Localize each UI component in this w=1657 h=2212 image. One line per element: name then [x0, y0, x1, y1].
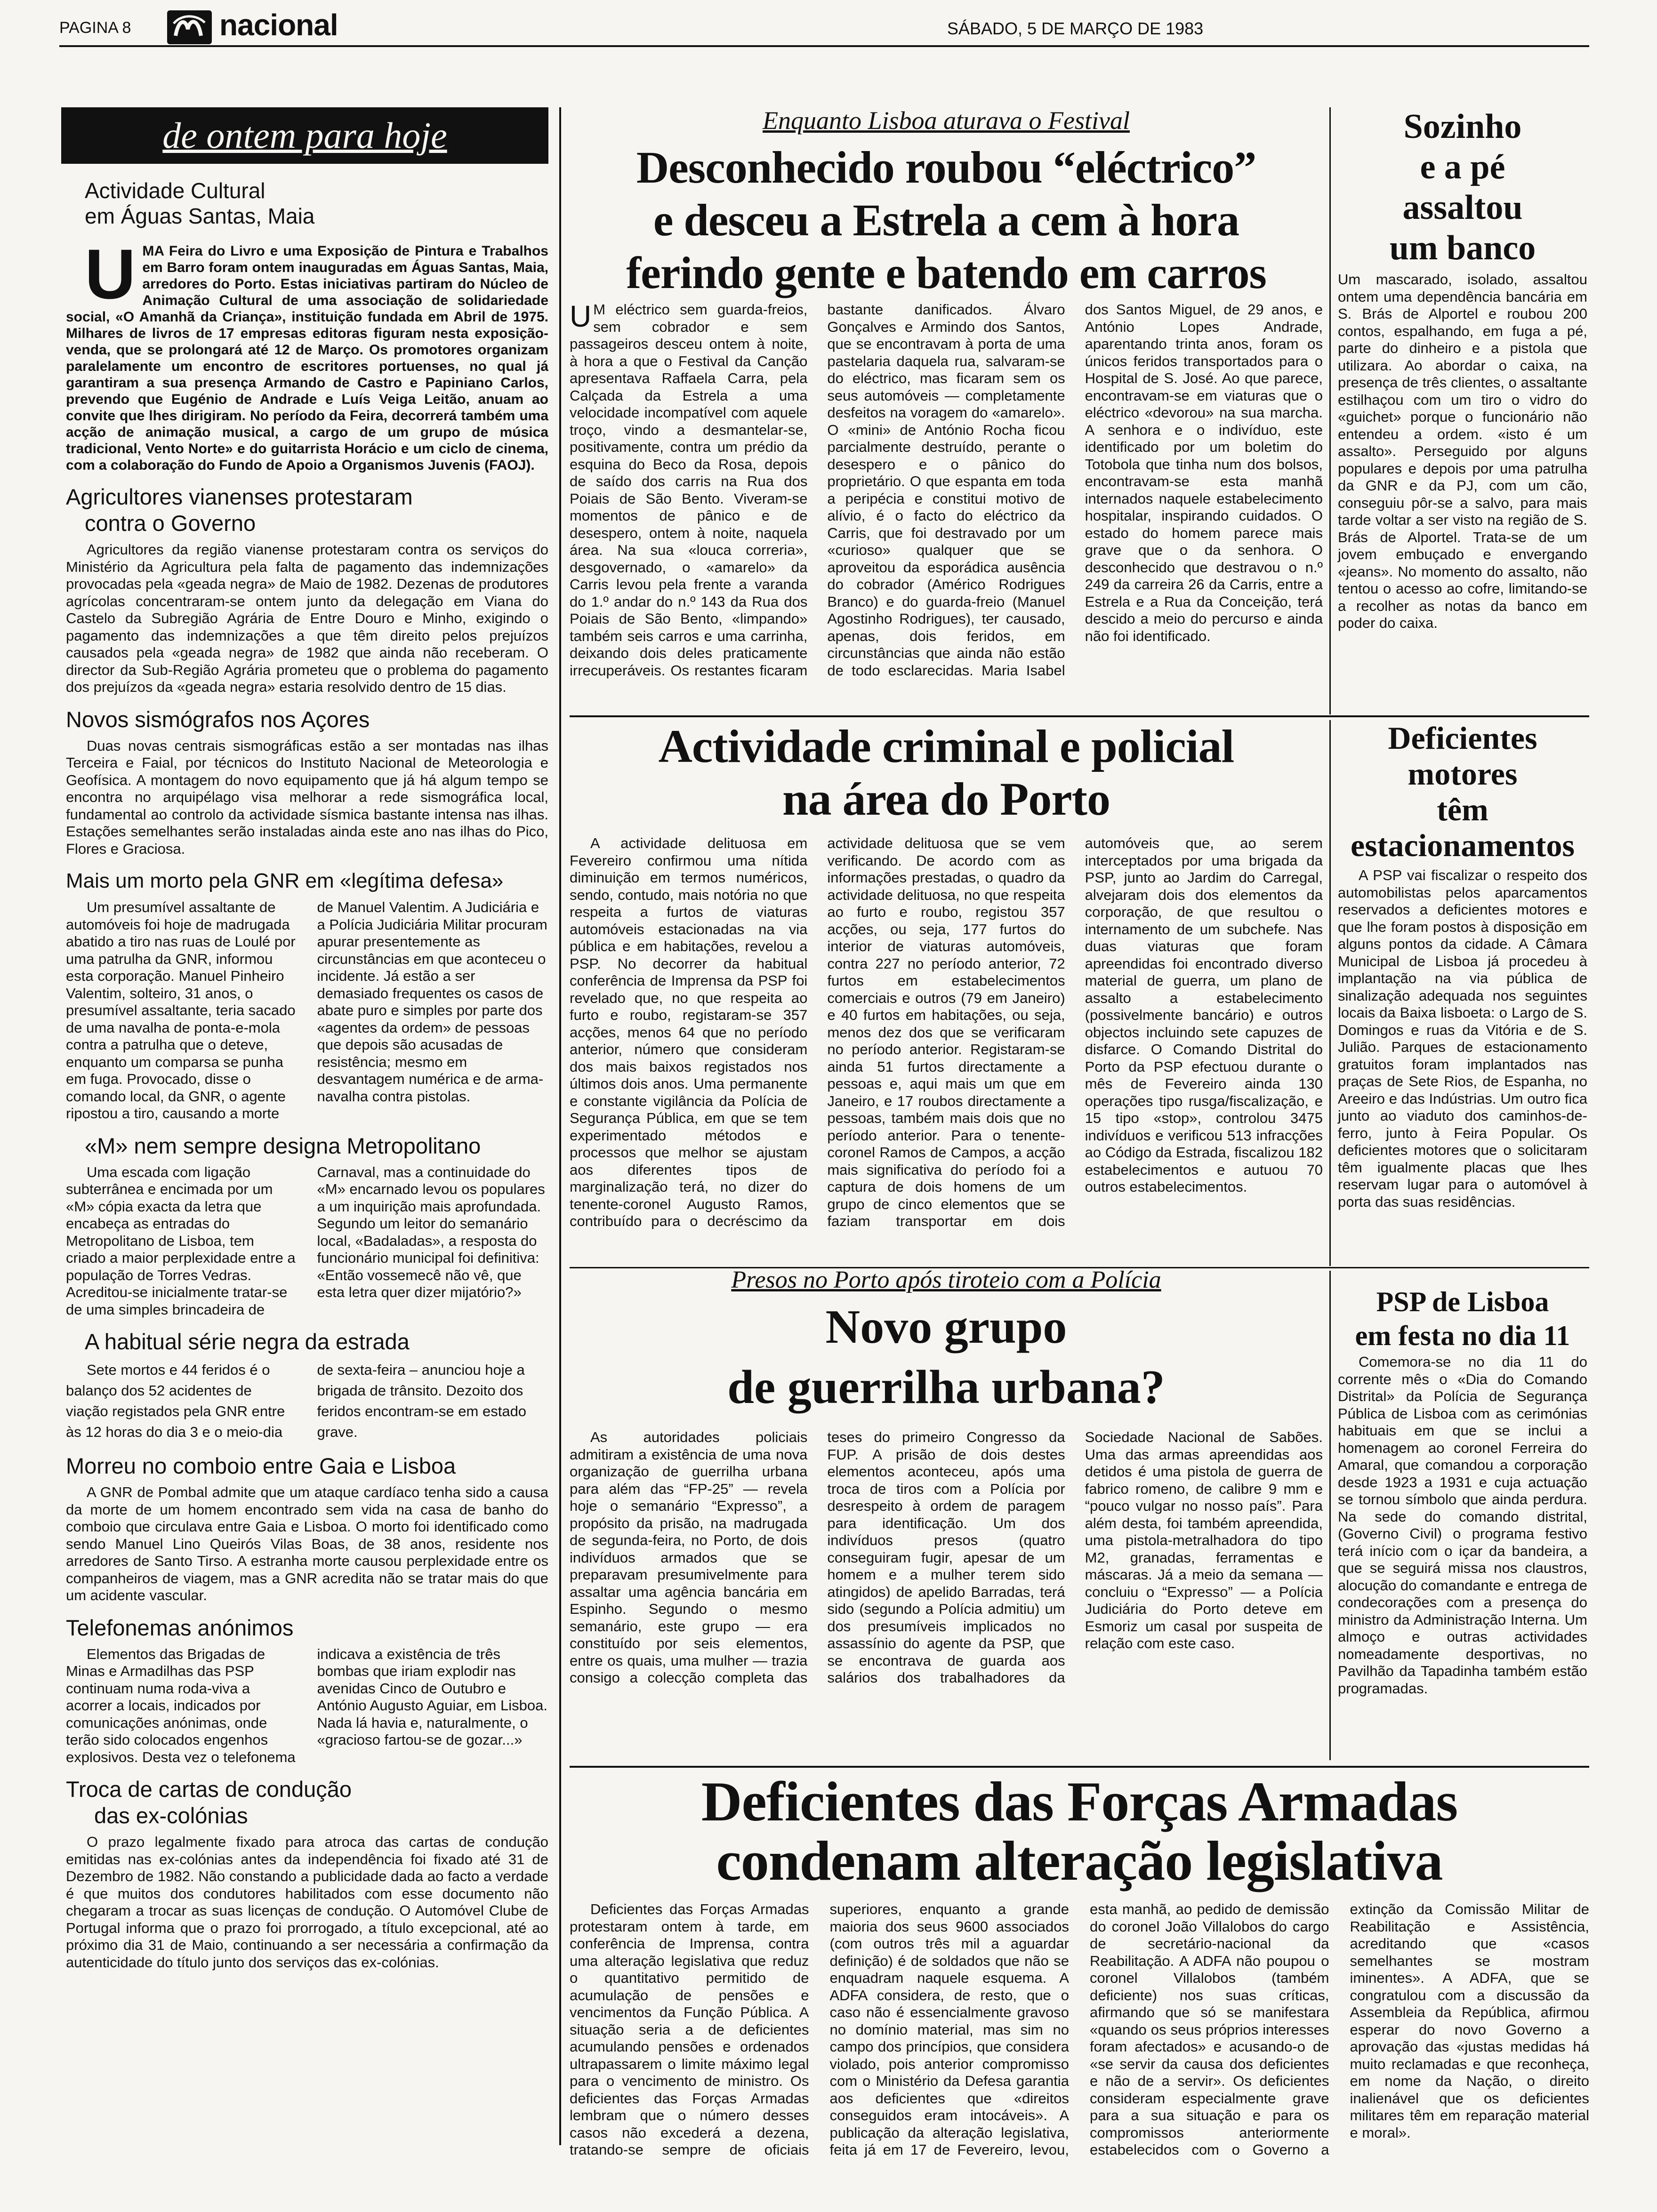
brief-body	[66, 899, 548, 1122]
story-body	[570, 1901, 1589, 2188]
brief-body	[66, 1646, 548, 1766]
story-text: Deficientes das Forças Armadas protestaram ontem à tarde, em conferência de Imprensa, contra uma alteração legislativa que reduz o quantitativo permitido de acumulação de pensões e vencimentos da Função Pública. A situação seria a de deficientes acumulando pensões e ordenados ultrapassarem o limite máximo legal para o vencimento de ministro. Os deficientes das Forças Armadas lembram que o número desses casos não excederá a dezena, tratando-se sempre de oficiais superiores, enquanto a grande maioria dos seus 9600 associados (com outros três mil a aguardar definição) é de soldados que não se enquadram naquele esquema. A ADFA considera, de resto, que o caso não é essencialmente gravoso no domínio material, mas sim no campo dos princípios, que considera violado, pois anterior compromisso com o Ministério da Defesa garantia aos deficientes que «direitos conseguidos eram intocáveis». A publicação da alteração legislativa, feita já em 17 de Fevereiro, levou, esta manhã, ao pedido de demissão do coronel João Villalobos do cargo de secretário-nacional da Reabilitação. A ADFA não poupou o coronel Villalobos (também deficiente) nos suas críticas, afirmando que só se manifestara «quando os seus próprios interesses foram afectados» e acusando-o de «se servir da causa dos deficientes e não de a servir». Os deficientes consideram especialmente grave para a sua situação e para os compromissos anteriormente estabelecidos com o Governo a extinção da Comissão Militar de Reabilitação e Assistência, acreditando que «casos semelhantes se mostram iminentes». A ADFA, que se congratulou com a discussão da Assembleia da República, afirmou esperar do novo Governo a aprovação das «justas medidas há muito reclamadas e que reconheça, em nome da Nação, o direito inalienável que os deficientes militares têm em reparação material e moral».	[570, 1901, 1589, 2158]
story-headline	[1338, 106, 1587, 268]
brief-body	[66, 1484, 548, 1604]
brief-body	[66, 234, 548, 473]
story-electrico	[570, 106, 1323, 713]
headline-line: Novo grupo	[825, 1300, 1067, 1354]
story-headline	[570, 1297, 1323, 1418]
headline-line: Sozinho	[1403, 107, 1522, 146]
masthead-rule	[59, 45, 1589, 47]
banner-title: de ontem para hoje	[162, 115, 447, 156]
story-forcas-armadas	[570, 1772, 1589, 2196]
headline-line: Desconhecido roubou “eléctrico”	[636, 142, 1256, 192]
story-text: Um mascarado, isolado, assaltou ontem uma dependência bancária em S. Brás de Alportel e roubou 200 contos, espalhando, em fuga a pé, parte do dinheiro e a pistola que utilizara. Ao abordar o caixa, na presença de três clientes, o assaltante estilhaçou com um tiro o vidro do «guichet» porque o funcionário não entendeu a ordem. «isto é um assalto». Perseguido por alguns populares e depois por uma patrulha da GNR e da PJ, com um cão, conseguiu pôr-se a salvo, para mais tarde voltar a ser visto na região de S. Brás de Alportel. Trata-se de um jovem embuçado e envergando «jeans». No momento do assalto, não tentou o acesso ao cofre, limitando-se a recolher as notas da banco em poder do caixa.	[1338, 271, 1587, 631]
issue-date: SÁBADO, 5 DE MARÇO DE 1983	[947, 19, 1204, 38]
left-column	[66, 107, 555, 2145]
guerrilha-right-rule	[1329, 1271, 1331, 1760]
story-body	[1338, 1354, 1587, 1697]
brief-title: Novos sismógrafos nos Açores	[66, 706, 370, 732]
story-body	[570, 1429, 1323, 1749]
brief-body	[66, 1834, 548, 1971]
brief-title-line: contra o Governo	[85, 511, 256, 536]
brief-text: Elementos das Brigadas de Minas e Armadilhas das PSP continuam numa roda-viva a acorrer a locais, indicados por comunicações anónimas, onde terão sido colocados engenhos explosivos. Desta vez o telefonema indicava a existência de três bombas que iriam explodir nas avenidas Cinco de Outubro e António Augusto Aguiar, em Lisboa. Nada lá havia e, naturalmente, o «gracioso fartou-se de gozar...»	[66, 1645, 547, 1765]
story-text: A PSP vai fiscalizar o respeito dos automobilistas pelos aparcamentos reservados a deficientes motores e que lhe foram postos à disposição em alguns pontos da cidade. A Câmara Municipal de Lisboa já procedeu à implantação na via pública de sinalização adequada nos seguintes locais da Baixa lisboeta: o Largo de S. Domingos e ruas da Vitória e de S. Julião. Parques de estacionamento gratuitos foram implantados nas praças de Sete Rios, de Espanha, no Areeiro e das Indústrias. Um outro fica junto ao viaduto dos caminhos-de-ferro, junto à Feira Popular. Os deficientes motores que o solicitaram têm igualmente placas que lhes reservam lugar para o automóvel à porta das suas residências.	[1338, 867, 1587, 1210]
brief-text: Duas novas centrais sismográficas estão a ser montadas nas ilhas Terceira e Faial, por técnicos do Instituto Nacional de Meteorologia e Geofísica. A montagem do novo equipamento que já há algum tempo se encontra no arquipélago visa melhorar a rede sismográfica local, fundamental ao controlo da actividade sísmica bastante intensa nas ilhas. Estações semelhantes serão instaladas ainda este ano nas ilhas do Pico, Flores e Graciosa.	[66, 737, 548, 857]
horizontal-rule	[570, 1766, 1589, 1768]
headline-line: PSP de Lisboa	[1376, 1286, 1549, 1317]
brief-title-line: em Águas Santas, Maia	[85, 204, 315, 228]
story-body	[1338, 867, 1587, 1210]
brief-body	[66, 1164, 548, 1319]
brief-text: MA Feira do Livro e uma Exposição de Pintura e Trabalhos em Barro foram ontem inauguradas em Águas Santas, Maia, arredores do Porto. Estas iniciativas partiram do Núcleo de Animação Cultural de uma associação de solidariedade social, «O Amanhã da Criança», instituição fundada em Abril de 1975. Milhares de livros de 17 empresas editoras figuram nesta exposição-venda, que se prolongará até 12 de Março. Os promotores organizam paralelamente um encontro de escritores portuenses, no qual já garantiram a sua presença Armando de Castro e Papiniano Carlos, prevendo que Eugénio de Andrade e Luís Veiga Leitão, anuam ao convite que lhes dirigiram. No período da Feira, decorrerá também uma acção de animação musical, a cargo de um grupo de música tradicional, Vento Norte» e do guitarrista Horácio e um ciclo de cinema, com a colaboração do Fundo de Apoio a Organismos Juvenis (FAOJ).	[66, 243, 548, 473]
section-name: nacional	[219, 8, 338, 42]
brief-body	[66, 1360, 548, 1443]
left-banner	[61, 107, 548, 164]
electrico-right-rule	[1329, 107, 1331, 714]
headline-line: e a pé	[1420, 148, 1505, 186]
brief-title: «M» nem sempre designa Metropolitano	[85, 1133, 481, 1158]
story-psp-festa	[1338, 1285, 1587, 1765]
brief-title	[66, 484, 548, 537]
story-banco	[1338, 106, 1587, 713]
headline-line: motores	[1408, 756, 1518, 792]
brief-title-line: Actividade Cultural	[85, 178, 265, 203]
headline-line: Deficientes	[1388, 720, 1537, 756]
story-body	[570, 301, 1323, 681]
story-text: M eléctrico sem guarda-freios, sem cobrador e sem passageiros desceu ontem à noite, à hora a que o Festival da Canção apresentava Raffaela Carra, pela Calçada da Estrela a uma velocidade incompatível com aquele troço, vindo a desmantelar-se, positivamente, contra um prédio da esquina do Beco da Rosa, depois de saído dos carris na Rua dos Poiais de São Bento. Viveram-se momentos de pânico e de desespero, ontem à noite, naquela área. Na sua «louca correria», desgovernado, o «amarelo» da Carris levou pela frente a varanda do 1.º andar do n.º 143 da Rua dos Poiais de São Bento, «limpando» também seis carros e uma carrinha, deixando dois deles praticamente irrecuperáveis. Os restantes ficaram bastante danificados. Álvaro Gonçalves e Armindo dos Santos, que se encontravam à porta de uma pastelaria daquela rua, salvaram-se do eléctrico, mas ficaram sem os seus automóveis — completamente desfeitos na voragem do «amarelo». O «mini» de António Rocha ficou parcialmente destruído, perante o desespero e o pânico do proprietário. O que espanta em toda a peripécia e constitui motivo de alívio, é o facto do eléctrico da Carris, que foi destravado por um «curioso» qualquer que se aproveitou da esporádica ausência do cobrador (Américo Rodrigues Branco) e do guarda-freio (Manuel Agostinho Rodrigues), ter causado, apenas, dois feridos, em circunstâncias que ainda não estão de todo esclarecidas. Maria Isabel dos Santos Miguel, de 29 anos, e António Lopes Andrade, aparentando trinta anos, foram os únicos feridos transportados para o Hospital de S. José. Ao que parece, encontravam-se em viaturas que o eléctrico «devorou» na sua marcha. A senhora e o indivíduo, este identificado por um boletim do Totobola que tinha num dos bolsos, encontravam-se esta manhã internados naquele estabelecimento hospitalar, inspirando cuidados. O estado do homem parece mais grave que o da senhora. O desconhecido que destravou o n.º 249 da carreira 26 da Carris, entre a Estrela e a Rua da Conceição, terá descido a meio do percurso e ainda não foi identificado.	[570, 301, 1323, 679]
headline-line: ferindo gente e batendo em carros	[626, 248, 1266, 298]
headline-line: na área do Porto	[782, 773, 1110, 825]
story-deficientes-motores	[1338, 720, 1587, 1266]
horizontal-rule	[570, 715, 1589, 717]
newspaper-logo	[167, 10, 212, 44]
headline-line: e desceu a Estrela a cem à hora	[653, 195, 1239, 245]
headline-line: um banco	[1389, 229, 1536, 267]
brief-title-line: das ex-colónias	[94, 1803, 248, 1828]
brief-title-line: Agricultores vianenses protestaram	[66, 484, 413, 509]
brief-body	[66, 737, 548, 858]
story-headline	[1338, 720, 1587, 863]
left-column-rule	[559, 107, 561, 2145]
brief-text: A GNR de Pombal admite que um ataque cardíaco tenha sido a causa da morte de um homem encontrado sem vida na casa de banho do comboio que circulava entre Gaia e Lisboa. O morto foi identificado como sendo Manuel Lino Queirós Vilas Boas, de 38 anos, residente nos arredores de Santo Tirso. A estranha morte causou perplexidade entre os companheiros de viagem, mas a GNR acredita não se tratar mais do que um acidente vascular.	[66, 1484, 548, 1603]
story-kicker: Enquanto Lisboa aturava o Festival	[763, 106, 1130, 135]
brief-title: A habitual série negra da estrada	[85, 1329, 410, 1354]
story-kicker: Presos no Porto após tiroteio com a Polícia	[731, 1266, 1161, 1293]
story-text: As autoridades policiais admitiram a existência de uma nova organização de guerrilha urbana para além das “FP-25” — revela hoje o semanário “Expresso”, a propósito da prisão, na madrugada de segunda-feira, no Porto, de dois indivíduos armados que se preparavam presumivelmente para assaltar uma agência bancária em Espinho. Segundo o mesmo semanário, este grupo — era constituído por seis elementos, entre os quais, uma mulher — trazia consigo a colecção completa das teses do primeiro Congresso da FUP. A prisão de dois destes elementos aconteceu, após uma troca de tiros com a Polícia por desrespeito à ordem de paragem para identificação. Um dos indivíduos presos (quatro conseguiram fugir, apesar de um homem e a mulher terem sido atingidos) de apelido Barradas, terá sido (segundo a Polícia admitiu) um dos presumíveis implicados no assassínio do agente da PSP, que se encontrava de guarda aos salários dos trabalhadores da Sociedade Nacional de Sabões. Uma das armas apreendidas aos detidos é uma pistola de guerra de fabrico romeno, de calibre 9 mm e “pouco vulgar no nosso país”. Para além desta, foi também apreendida, uma pistola-metralhadora do tipo M2, granadas, ferramentas e máscaras. Já a meio da semana — concluiu o “Expresso” — a Polícia Judiciária do Porto deteve em Esmoriz um casal por suspeita de relação com este caso.	[570, 1429, 1323, 1686]
brief-body	[66, 541, 548, 696]
page-label: PAGINA 8	[59, 19, 131, 37]
brief-title: Mais um morto pela GNR em «legítima defesa»	[66, 869, 504, 892]
headline-line: Actividade criminal e policial	[658, 720, 1234, 772]
logo-monogram-icon	[167, 10, 212, 44]
brief-text: Sete mortos e 44 feridos é o balanço dos 52 acidentes de viação registados pela GNR entre às 12 horas do dia 3 e o meio-dia de sexta-feira – anunciou hoje a brigada de trânsito. Dezoito dos feridos encontram-se em estado grave.	[66, 1362, 527, 1440]
brief-text: Agricultores da região vianense protestaram contra os serviços do Ministério da Agricultura pela falta de pagamento das indemnizações provocadas pela «geada negra» de Maio de 1982. Dezenas de produtores agrícolas concentraram-se ontem junto da delegação em Viana do Castelo da Subregião Agrária de Entre Douro e Minho, exigindo o pagamento das indemnizações a que têm direito pelos prejuízos causados pela «geada negra» de 1982 que ainda não receberam. O director da Sub-Região Agrária prometeu que o problema do pagamento dos prejuízos da «geada negra» estaria resolvido dentro de 15 dias.	[66, 541, 548, 695]
headline-line: estacionamentos	[1351, 827, 1575, 863]
headline-line: de guerrilha urbana?	[727, 1361, 1165, 1414]
brief-text: Uma escada com ligação subterrânea e encimada por um «M» cópia exacta da letra que encabeça as entradas do Metropolitano de Lisboa, tem criado a maior perplexidade entre a população de Torres Vedras. Acreditou-se inicialmente tratar-se de uma simples brincadeira de Carnaval, mas a continuidade do «M» encarnado levou os populares a um inquirição mais aprofundada. Segundo um leitor do semanário local, «Badaladas», a resposta do funcionário municipal foi definitiva: «Então vossemecê não vê, que esta letra quer dizer mijatório?»	[66, 1163, 545, 1318]
brief-title: Morreu no comboio entre Gaia e Lisboa	[66, 1453, 456, 1478]
story-body	[1338, 271, 1587, 632]
headline-line: têm	[1437, 792, 1488, 827]
brief-text: O prazo legalmente fixado para atroca das cartas de condução emitidas nas ex-colónias antes da independência foi fixado até 31 de Dezembro de 1982. Não constando a publicidade dada ao facto a verdade é que muitos dos condutores habilitados com esse documento não chegaram a trocar as suas licenças de condução. O Automóvel Clube de Portugal informa que o prazo foi prorrogado, a título excepcional, até ao próximo dia 31 de Maio, continuando a ser necessária a confirmação da autenticidade do título junto dos serviços das ex-colónias.	[66, 1834, 548, 1971]
brief-title	[85, 178, 548, 229]
story-body	[570, 835, 1323, 1244]
story-text: Comemora-se no dia 11 do corrente mês o «Dia do Comando Distrital» da Polícia de Segurança Pública de Lisboa com as cerimónias habituais em que se inclui a homenagem ao coronel Ferreira do Amaral, que comandou a corporação desde 1923 a 1931 e cuja actuação se tornou símbolo que ainda perdura. Na sede do comando distrital, (Governo Civil) o programa festivo terá início com o içar da bandeira, a que se seguirá missa nos claustros, alocução do comandante e entrega de condecorações com a presença do ministro da Administração Interna. Um almoço e outras actividades nomeadamente desportivas, no Pavilhão da Tapadinha também estão programadas.	[1338, 1354, 1587, 1697]
headline-line: Deficientes das Forças Armadas	[701, 1770, 1458, 1833]
drop-cap: U	[85, 234, 136, 313]
brief-title-line: Troca de cartas de condução	[66, 1777, 352, 1802]
headline-line: em festa no dia 11	[1355, 1320, 1570, 1351]
headline-line: assaltou	[1402, 188, 1523, 227]
brief-title	[66, 1776, 548, 1829]
drop-cap: U	[570, 301, 592, 333]
story-text: A actividade delituosa em Fevereiro confirmou uma nítida diminuição em termos numéricos, sendo, contudo, mais notória no que respeita a furtos de viaturas automóveis estacionadas na via pública e em habitações, revelou a PSP. No decorrer da habitual conferência de Imprensa da PSP foi revelado que, no que respeita ao furto e roubo, registaram-se 357 acções, menos 64 que no período anterior, número que consideram dos mais baixos registados nos últimos dois anos. Uma permanente e constante vigilância da Polícia de Segurança Pública, em que se tem experimentado métodos e processos que melhor se ajustam aos diferentes tipos de marginalização terá, no dizer do tenente-coronel Augusto Ramos, contribuído para o decréscimo da actividade delituosa que se vem verificando. De acordo com as informações prestadas, o quadro da actividade delituosa, no que respeita ao furto e roubo, registou 357 acções, ou seja, 177 furtos do interior de viaturas automóveis, contra 227 no período anterior, 72 furtos em estabelecimentos comerciais e outros (79 em Janeiro) e 40 furtos em habitações, ou seja, menos dez dos que se verificaram no período anterior. Registaram-se ainda 51 furtos directamente a pessoas e, aqui mais um que em Janeiro, e 17 roubos directamente a pessoas, também mais dois que no período anterior. Para o tenente-coronel Ramos de Campos, a acção mais significativa do período foi a captura de dois homens de um grupo de cinco elementos que se faziam transportar em dois automóveis que, ao serem interceptados por uma brigada da PSP, junto ao Jardim do Carregal, alvejaram dois dos elementos da corporação, de que resultou o internamento de um subchefe. Nas duas viaturas que foram apreendidas foi encontrado diverso material de guerra, um plano de assalto a estabelecimento (possivelmente bancário) e outros objectos incluindo sete capuzes de disfarce. O Comando Distrital do Porto da PSP efectuou durante o mês de Fevereiro ainda 130 operações tipo rusga/fiscalização, e 15 tipo «stop», controlou 3475 indivíduos e verificou 513 infracções ao Código da Estrada, fiscalizou 182 estabelecimentos e autuou 70 outros estabelecimentos.	[570, 835, 1323, 1229]
story-headline	[1338, 1285, 1587, 1353]
headline-line: condenam alteração legislativa	[716, 1829, 1443, 1892]
story-headline	[570, 1772, 1589, 1891]
story-guerrilha	[570, 1266, 1323, 1765]
story-headline	[570, 720, 1323, 825]
porto-right-rule	[1329, 720, 1331, 1266]
brief-title: Telefonemas anónimos	[66, 1615, 294, 1640]
story-porto	[570, 720, 1323, 1266]
brief-text: Um presumível assaltante de automóveis foi hoje de madrugada abatido a tiro nas ruas de Loulé por uma patrulha da GNR, informou esta corporação. Manuel Pinheiro Valentim, solteiro, 31 anos, o presumível assaltante, teria sacado de uma navalha de ponta-e-mola contra a patrulha que o deteve, enquanto um comparsa se punha em fuga. Provocado, disse o comando local, da GNR, o agente ripostou a tiro, causando a morte de Manuel Valentim. A Judiciária e a Polícia Judiciária Militar procuram apurar presentemente as circunstâncias em que aconteceu o incidente. Já estão a ser demasiado frequentes os casos de abate puro e simples por parte dos «agentes da ordem» de pessoas que depois são acusadas de resistência; mesmo em desvantagem numérica e de arma-navalha contra pistolas.	[66, 899, 547, 1122]
story-headline	[570, 141, 1323, 299]
